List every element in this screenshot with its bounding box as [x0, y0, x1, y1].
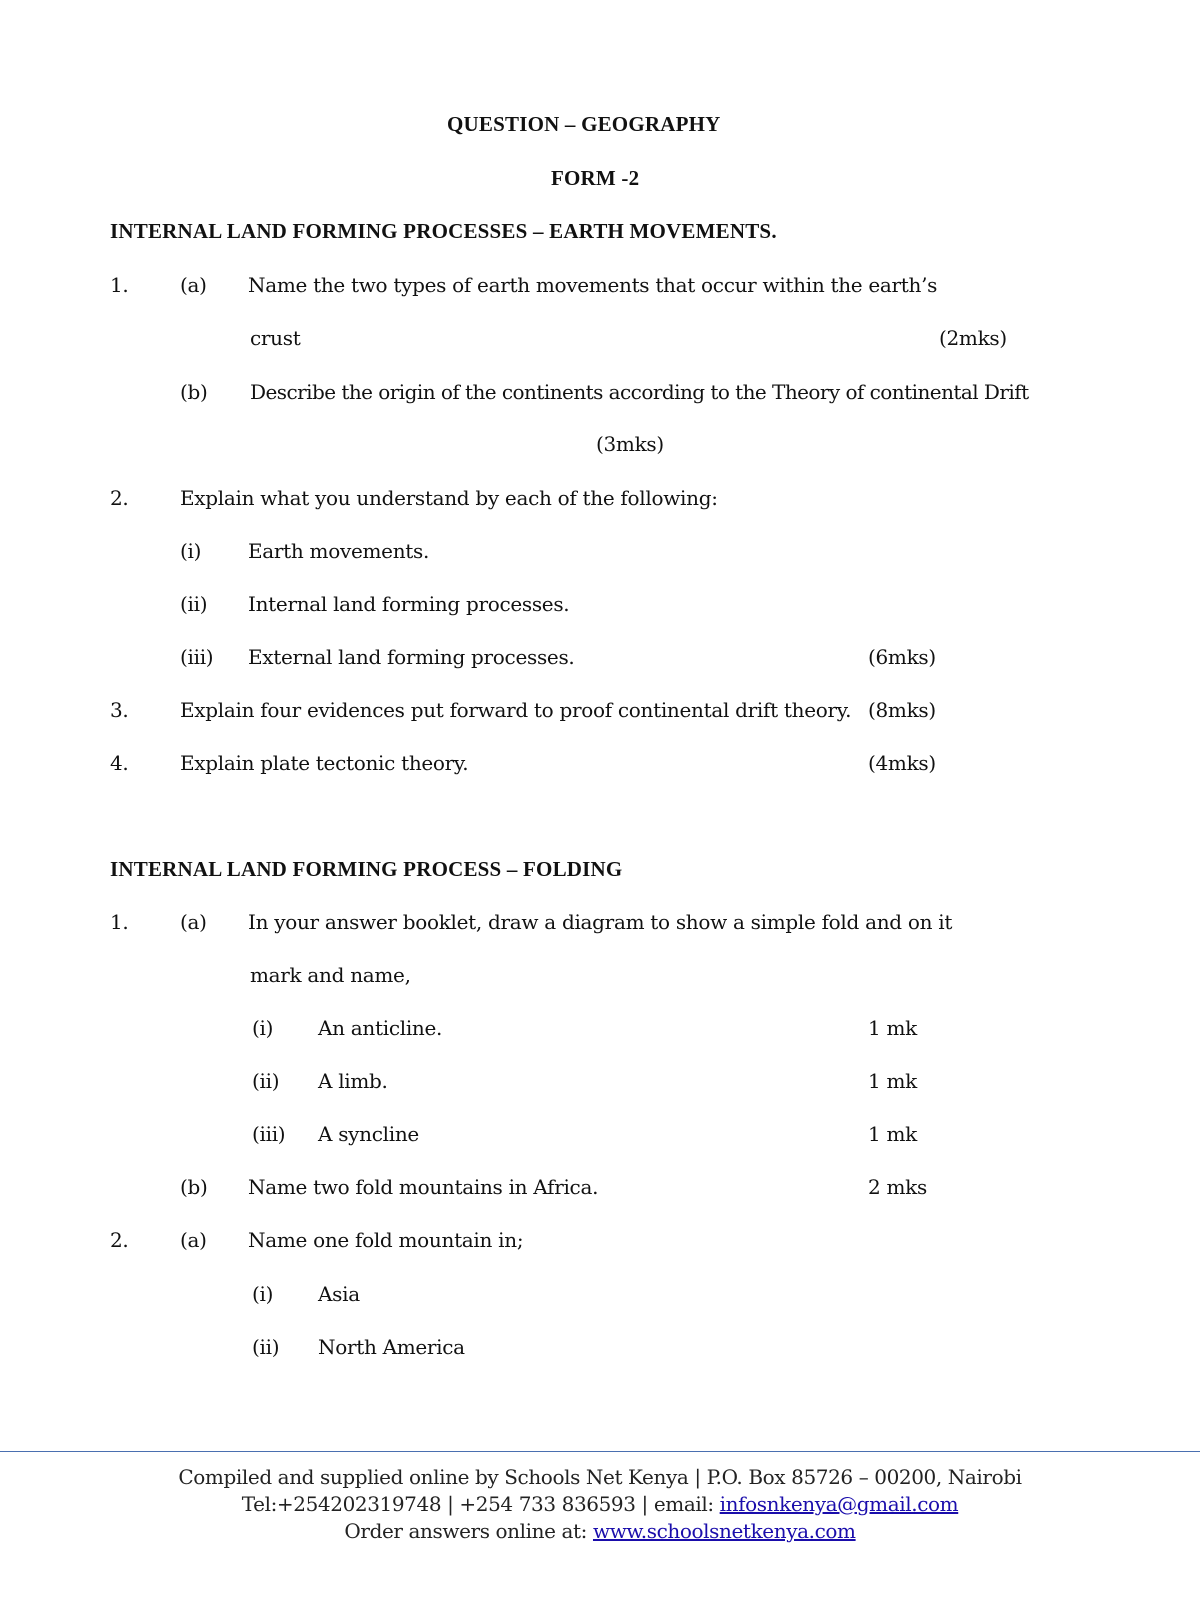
list-item-label: (iii): [180, 645, 214, 669]
footer-divider: [0, 1451, 1200, 1452]
marks: (4mks): [868, 751, 936, 775]
list-item-text: North America: [318, 1335, 465, 1359]
marks: (6mks): [868, 645, 936, 669]
footer-credit: Compiled and supplied online by Schools Net Kenya | P.O. Box 85726 – 00200, Nairobi: [178, 1465, 1022, 1489]
list-item-text: An anticline.: [318, 1016, 443, 1040]
footer-order-text: Order answers online at:: [344, 1519, 593, 1543]
list-item-label: (i): [252, 1016, 274, 1040]
question-number: 1.: [110, 910, 129, 934]
question-text: Explain plate tectonic theory.: [180, 751, 469, 775]
list-item-label: (ii): [252, 1335, 280, 1359]
marks: (8mks): [868, 698, 936, 722]
marks: 1 mk: [868, 1122, 917, 1146]
question-text: Describe the origin of the continents according to the Theory of continental Drift: [250, 380, 1029, 404]
sub-question-label: (a): [180, 910, 207, 934]
list-item-label: (ii): [180, 592, 208, 616]
question-number: 2.: [110, 486, 129, 510]
question-number: 4.: [110, 751, 129, 775]
list-item-text: Internal land forming processes.: [248, 592, 570, 616]
question-text: Name two fold mountains in Africa.: [248, 1175, 599, 1199]
marks: 1 mk: [868, 1016, 917, 1040]
section-heading-earth-movements: INTERNAL LAND FORMING PROCESSES – EARTH MOVEMENTS.: [110, 219, 777, 243]
question-text-continued: mark and name,: [250, 963, 411, 987]
list-item-text: A syncline: [318, 1122, 419, 1146]
email-link[interactable]: infosnkenya@gmail.com: [719, 1492, 959, 1516]
list-item-label: (iii): [252, 1122, 286, 1146]
question-text: In your answer booklet, draw a diagram to show a simple fold and on it: [248, 910, 953, 934]
section-heading-folding: INTERNAL LAND FORMING PROCESS – FOLDING: [110, 857, 623, 881]
list-item-label: (ii): [252, 1069, 280, 1093]
list-item-text: Asia: [318, 1282, 360, 1306]
question-number: 1.: [110, 273, 129, 297]
form-label: FORM -2: [551, 166, 640, 190]
question-text: Explain four evidences put forward to proof continental drift theory.: [180, 698, 852, 722]
list-item-label: (i): [252, 1282, 274, 1306]
marks: 2 mks: [868, 1175, 927, 1199]
marks: (2mks): [939, 326, 1007, 350]
sub-question-label: (b): [180, 1175, 208, 1199]
list-item-text: External land forming processes.: [248, 645, 575, 669]
sub-question-label: (a): [180, 1228, 207, 1252]
question-number: 3.: [110, 698, 129, 722]
website-link[interactable]: www.schoolsnetkenya.com: [592, 1519, 856, 1543]
list-item-text: A limb.: [318, 1069, 388, 1093]
sub-question-label: (a): [180, 273, 207, 297]
question-text-continued: crust: [250, 326, 301, 350]
question-text: Explain what you understand by each of the following:: [180, 486, 718, 510]
list-item-text: Earth movements.: [248, 539, 430, 563]
marks: (3mks): [596, 432, 664, 456]
sub-question-label: (b): [180, 380, 208, 404]
footer-contact-text: Tel:+254202319748 | +254 733 836593 | email:: [241, 1492, 720, 1516]
question-text: Name one fold mountain in;: [248, 1228, 524, 1252]
question-text: Name the two types of earth movements that occur within the earth’s: [248, 273, 938, 297]
list-item-label: (i): [180, 539, 202, 563]
page-title: QUESTION – GEOGRAPHY: [447, 112, 721, 136]
footer-order: [0, 1518, 1200, 1544]
footer-contact: [0, 1491, 1200, 1517]
question-number: 2.: [110, 1228, 129, 1252]
marks: 1 mk: [868, 1069, 917, 1093]
